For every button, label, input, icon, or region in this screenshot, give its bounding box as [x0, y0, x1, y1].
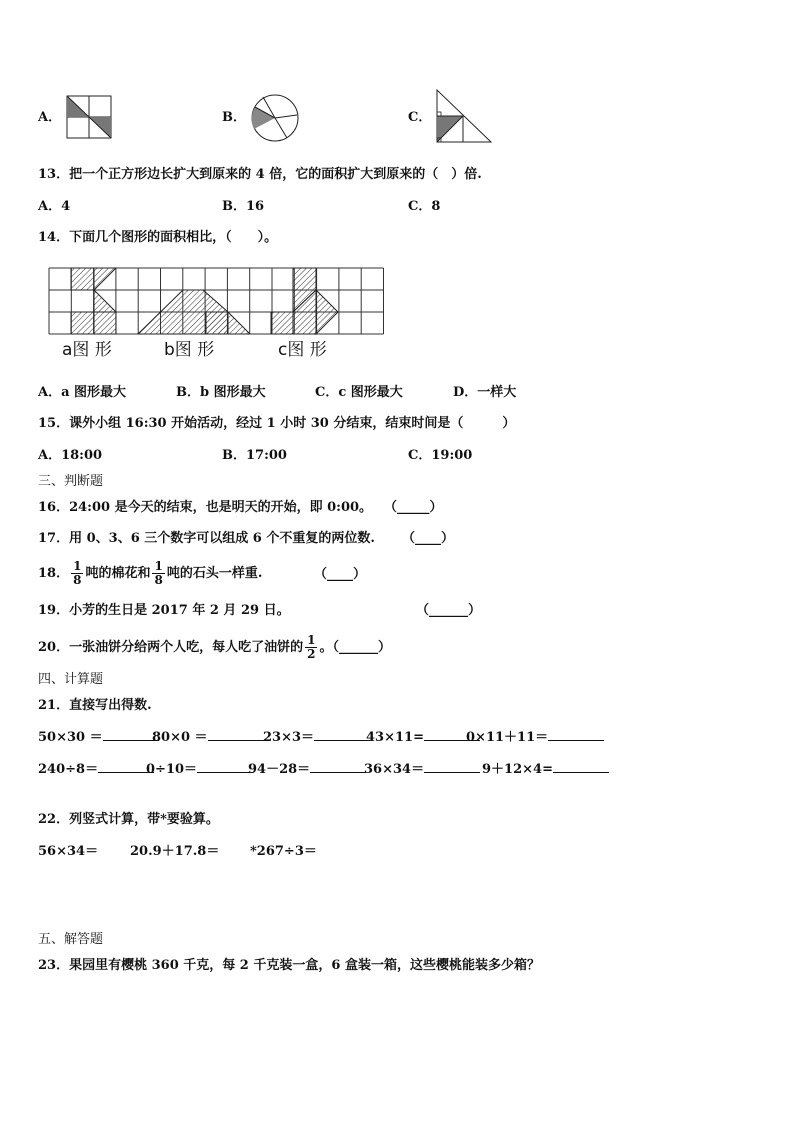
- q21-item-3: [263, 730, 370, 746]
- q14-option-c: C．c 图形最大: [315, 385, 403, 400]
- q12-option-c: C．: [408, 110, 432, 125]
- q18-answer-blank[interactable]: （____）: [314, 567, 367, 582]
- q17-answer-blank[interactable]: （____）: [402, 531, 455, 546]
- q20-suffix: 。: [319, 640, 333, 655]
- q21-item-5-expr: 0×11＋11＝: [466, 730, 549, 745]
- q18-fraction-2: [152, 560, 164, 587]
- section-5-heading: 五、解答题: [38, 932, 104, 947]
- q13-option-a: A．4: [38, 199, 71, 214]
- q18-text: [38, 556, 262, 592]
- q21-item-7-expr: 0÷10＝: [146, 762, 198, 777]
- q21-item-10-blank[interactable]: [553, 772, 609, 773]
- q22-item-1: 56×34＝: [38, 844, 99, 859]
- q14-option-b: B．b 图形最大: [176, 385, 266, 400]
- q14-stem: 14．下面几个图形的面积相比，（ ）。: [38, 230, 278, 245]
- q17-text: 17．用 0、3、6 三个数字可以组成 6 个不重复的两位数.: [38, 531, 375, 546]
- q14-grid-figure: [48, 266, 384, 338]
- q19-text: 19．小芳的生日是 2017 年 2 月 29 日。: [38, 603, 290, 618]
- q20-fraction: [305, 634, 317, 661]
- q20-fraction-num: 1: [307, 633, 316, 647]
- q21-item-1-blank[interactable]: [103, 740, 159, 741]
- q21-item-5-blank[interactable]: [548, 740, 604, 741]
- q21-item-7-blank[interactable]: [197, 772, 253, 773]
- q18-fraction-2-num: 1: [154, 559, 163, 573]
- q21-item-8: [248, 762, 366, 778]
- q12-option-b: B．: [222, 110, 246, 125]
- q21-item-5: [466, 730, 604, 746]
- q15-option-a: A．18:00: [38, 448, 103, 463]
- q20-answer-blank[interactable]: （______）: [332, 640, 391, 655]
- q15-stem: 15．课外小组 16:30 开始活动，经过 1 小时 30 分结束，结束时间是（ ）: [38, 416, 516, 431]
- q21-item-10: [482, 762, 609, 778]
- q21-item-9-blank[interactable]: [424, 772, 480, 773]
- q21-item-6-expr: 240÷8＝: [38, 762, 99, 777]
- q22-item-2: 20.9＋17.8＝: [130, 844, 220, 859]
- section-3-heading: 三、判断题: [38, 474, 104, 489]
- q18-fraction-1-num: 1: [73, 559, 82, 573]
- section-4-heading: 四、计算题: [38, 672, 104, 687]
- q12-option-a: A．: [38, 110, 62, 125]
- q21-item-6: [38, 762, 154, 778]
- q14-label-b: b图 形: [164, 340, 215, 360]
- q18-prefix: 18．: [38, 566, 70, 581]
- q18-mid: 吨的棉花和: [85, 566, 151, 581]
- q21-item-8-expr: 94－28＝: [248, 762, 311, 777]
- q18-fraction-1-den: 8: [73, 573, 82, 587]
- q21-item-9: [364, 762, 480, 778]
- q12-figure-b: [250, 93, 300, 143]
- q14-label-c: c图 形: [278, 340, 327, 360]
- q21-item-1-expr: 50×30 ＝: [38, 730, 103, 745]
- q20-prefix: 20．一张油饼分给两个人吃，每人吃了油饼的: [38, 640, 304, 655]
- q15-option-b: B．17:00: [222, 448, 287, 463]
- q21-stem: 21．直接写出得数.: [38, 698, 152, 713]
- q14-label-a: a图 形: [62, 340, 112, 360]
- q13-option-b: B．16: [222, 199, 265, 214]
- q21-item-4: [366, 730, 480, 746]
- q19-answer-blank[interactable]: （______）: [416, 603, 482, 618]
- q18-fraction-1: [71, 560, 83, 587]
- q15-option-c: C．19:00: [408, 448, 473, 463]
- q21-item-2-blank[interactable]: [208, 740, 264, 741]
- q14-option-d: D．一样大: [453, 385, 517, 400]
- q20-fraction-den: 2: [307, 647, 316, 661]
- q20-text: [38, 630, 391, 666]
- q21-item-2-expr: 80×0 ＝: [152, 730, 208, 745]
- q21-item-3-expr: 23×3＝: [263, 730, 315, 745]
- q21-item-1: [38, 730, 159, 746]
- q12-figure-a: [66, 95, 112, 139]
- q12-figure-c: [434, 88, 494, 144]
- q18-fraction-2-den: 8: [154, 573, 163, 587]
- q21-item-9-expr: 36×34＝: [364, 762, 425, 777]
- q21-item-3-blank[interactable]: [314, 740, 370, 741]
- q13-stem: 13．把一个正方形边长扩大到原来的 4 倍，它的面积扩大到原来的（ ）倍.: [38, 167, 482, 182]
- q21-item-7: [146, 762, 253, 778]
- q22-item-3: *267÷3＝: [250, 844, 317, 859]
- q21-item-2: [152, 730, 264, 746]
- q21-item-4-expr: 43×11=: [366, 730, 424, 745]
- q22-stem: 22．列竖式计算，带*要验算。: [38, 812, 219, 827]
- q16-text: 16．24:00 是今天的结束，也是明天的开始，即 0:00。: [38, 500, 373, 515]
- q18-suffix: 吨的石头一样重.: [166, 566, 263, 581]
- q13-option-c: C．8: [408, 199, 441, 214]
- q14-option-a: A．a 图形最大: [38, 385, 127, 400]
- q21-item-10-expr: 9＋12×4=: [482, 762, 553, 777]
- q16-answer-blank[interactable]: （_____）: [384, 500, 443, 515]
- q23-text: 23．果园里有樱桃 360 千克，每 2 千克装一盒，6 盒装一箱，这些樱桃能装多少箱？: [38, 958, 540, 973]
- q21-item-8-blank[interactable]: [310, 772, 366, 773]
